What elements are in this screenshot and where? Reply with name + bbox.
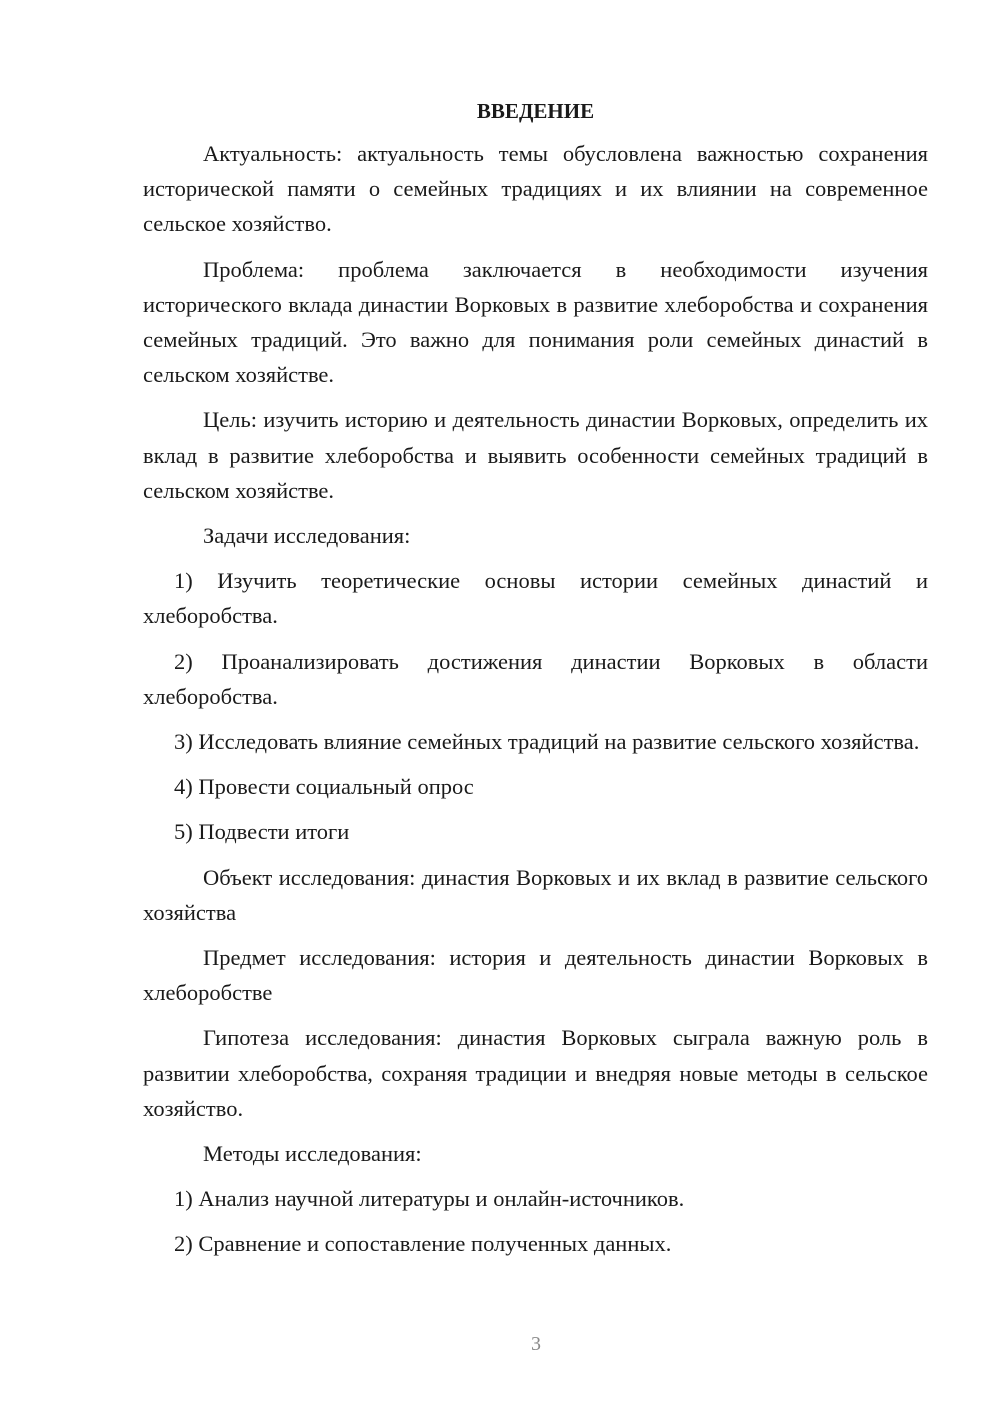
paragraph-tasks-heading: Задачи исследования:	[203, 523, 411, 549]
page-content	[143, 94, 928, 1272]
paragraph-relevance: Актуальность: актуальность темы обусловлена важностью сохранения исторической памяти о семейных традициях и их влиянии на современное сельское хозяйство.	[143, 141, 928, 237]
paragraph-hypothesis: Гипотеза исследования: династия Ворковых сыграла важную роль в развитии хлеборобства, сохраняя традиции и внедряя новые методы в сельское хозяйство.	[143, 1025, 928, 1121]
method-item-1: 1) Анализ научной литературы и онлайн-источников.	[174, 1186, 685, 1212]
paragraph-problem: Проблема: проблема заключается в необходимости изучения исторического вклада династии Ворковых в развитие хлеборобства и сохранения семейных традиций. Это важно для понимания роли семейных династий в сельском хозяйстве.	[143, 256, 928, 388]
page-number: 3	[531, 1333, 541, 1355]
method-item-2: 2) Сравнение и сопоставление полученных данных.	[174, 1231, 672, 1257]
task-item-3: 3) Исследовать влияние семейных традиций на развитие сельского хозяйства.	[174, 729, 920, 755]
paragraph-methods-heading: Методы исследования:	[203, 1141, 422, 1167]
task-item-1: 1) Изучить теоретические основы истории семейных династий и хлеборобства.	[143, 568, 928, 629]
task-item-4: 4) Провести социальный опрос	[174, 774, 474, 800]
paragraph-subject: Предмет исследования: история и деятельность династии Ворковых в хлеборобстве	[143, 945, 928, 1006]
paragraph-object: Объект исследования: династия Ворковых и их вклад в развитие сельского хозяйства	[143, 864, 928, 925]
task-item-2: 2) Проанализировать достижения династии Ворковых в области хлеборобства.	[143, 648, 928, 709]
section-title: ВВЕДЕНИЕ	[476, 99, 595, 123]
task-item-5: 5) Подвести итоги	[174, 819, 350, 845]
paragraph-goal: Цель: изучить историю и деятельность династии Ворковых, определить их вклад в развитие хлеборобства и выявить особенности семейных традиций в сельском хозяйстве.	[143, 407, 928, 503]
